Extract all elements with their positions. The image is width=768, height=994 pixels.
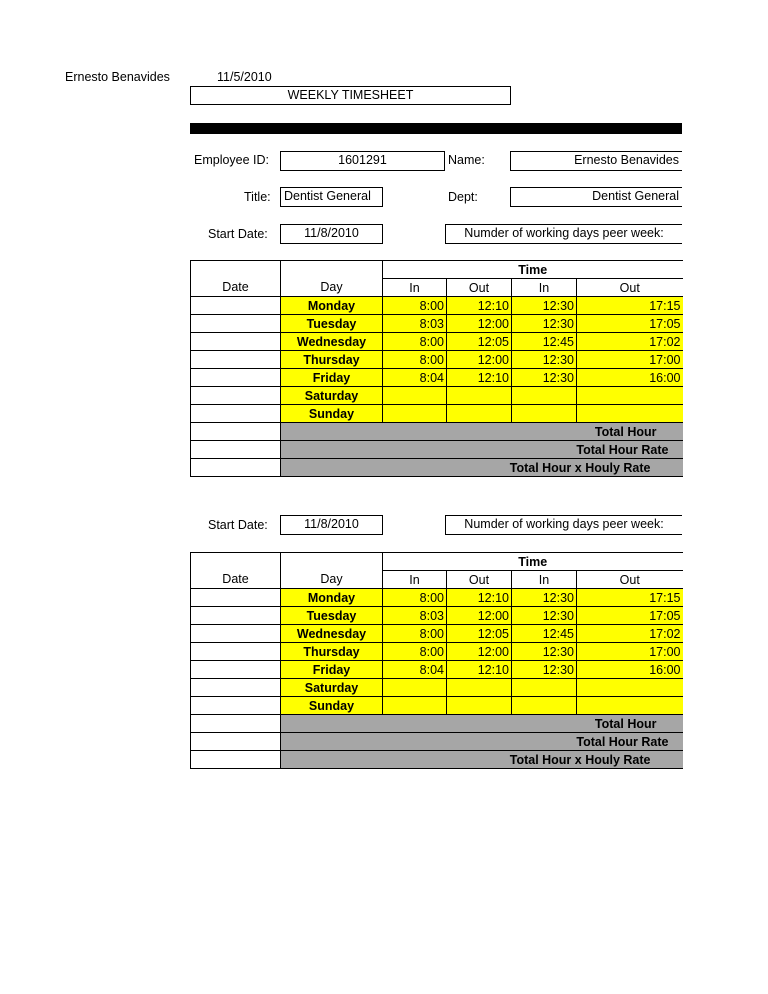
total-hour-label: Total Hour [281, 715, 683, 733]
time-out-cell[interactable]: 17:02 [577, 625, 683, 643]
table-row [191, 607, 683, 625]
timesheet-table-2 [190, 552, 683, 769]
time-out-cell[interactable] [447, 405, 512, 423]
table-row [191, 697, 683, 715]
time-in-cell[interactable] [383, 405, 447, 423]
name-field[interactable]: Ernesto Benavides [510, 151, 682, 171]
time-in-cell[interactable]: 12:45 [512, 333, 577, 351]
time-in-cell[interactable] [512, 387, 577, 405]
time-in-cell[interactable]: 12:45 [512, 625, 577, 643]
time-out-cell[interactable]: 12:05 [447, 333, 512, 351]
employee-id-field[interactable]: 1601291 [280, 151, 445, 171]
date-cell[interactable] [191, 369, 281, 387]
table-row [191, 333, 683, 351]
time-out-cell[interactable]: 12:10 [447, 589, 512, 607]
time-out-cell[interactable] [577, 387, 683, 405]
time-in-cell[interactable]: 12:30 [512, 643, 577, 661]
time-in-cell[interactable] [512, 679, 577, 697]
time-in-cell[interactable]: 12:30 [512, 351, 577, 369]
in-header: In [383, 279, 447, 297]
time-in-cell[interactable]: 8:00 [383, 297, 447, 315]
total-row [191, 441, 683, 459]
time-in-cell[interactable]: 8:03 [383, 607, 447, 625]
working-days-field[interactable]: Numder of working days peer week: [445, 515, 682, 535]
time-out-cell[interactable]: 12:00 [447, 643, 512, 661]
day-header: Day [281, 279, 383, 297]
total-row [191, 715, 683, 733]
date-cell[interactable] [191, 679, 281, 697]
table-row [191, 643, 683, 661]
time-in-cell[interactable]: 12:30 [512, 661, 577, 679]
time-out-cell[interactable]: 16:00 [577, 661, 683, 679]
start-date-field[interactable]: 11/8/2010 [280, 224, 383, 244]
date-cell[interactable] [191, 297, 281, 315]
total-hour-x-rate-label: Total Hour x Houly Rate [281, 459, 683, 477]
time-out-cell[interactable]: 12:10 [447, 661, 512, 679]
time-in-cell[interactable] [383, 697, 447, 715]
day-cell: Friday [281, 369, 383, 387]
in-header: In [512, 571, 577, 589]
day-cell: Sunday [281, 697, 383, 715]
day-cell: Tuesday [281, 607, 383, 625]
date-cell[interactable] [191, 589, 281, 607]
date-cell[interactable] [191, 625, 281, 643]
in-header: In [512, 279, 577, 297]
time-out-cell[interactable] [447, 679, 512, 697]
day-cell: Thursday [281, 351, 383, 369]
day-cell: Saturday [281, 387, 383, 405]
day-header: Day [281, 571, 383, 589]
time-out-cell[interactable]: 16:00 [577, 369, 683, 387]
total-hour-rate-label: Total Hour Rate [281, 441, 683, 459]
day-header-top [281, 261, 383, 279]
date-cell [191, 423, 281, 441]
date-cell[interactable] [191, 315, 281, 333]
date-cell [191, 751, 281, 769]
table-row [191, 661, 683, 679]
date-header-top [191, 553, 281, 571]
time-out-cell[interactable] [447, 387, 512, 405]
dept-label: Dept: [448, 190, 478, 204]
total-hour-label: Total Hour [281, 423, 683, 441]
time-in-cell[interactable]: 12:30 [512, 589, 577, 607]
header-date: 11/5/2010 [217, 70, 272, 84]
dept-field[interactable]: Dentist General [510, 187, 682, 207]
time-in-cell[interactable] [512, 405, 577, 423]
table-row [191, 589, 683, 607]
table-row [191, 405, 683, 423]
time-in-cell[interactable]: 8:00 [383, 351, 447, 369]
time-out-cell[interactable] [447, 697, 512, 715]
employee-name-header: Ernesto Benavides [65, 70, 170, 84]
time-in-cell[interactable]: 8:04 [383, 369, 447, 387]
time-out-cell[interactable] [577, 697, 683, 715]
start-date-field[interactable]: 11/8/2010 [280, 515, 383, 535]
time-in-cell[interactable] [383, 679, 447, 697]
out-header: Out [447, 279, 512, 297]
day-cell: Monday [281, 589, 383, 607]
working-days-field[interactable]: Numder of working days peer week: [445, 224, 682, 244]
date-cell [191, 733, 281, 751]
table-row [191, 369, 683, 387]
time-out-cell[interactable]: 17:05 [577, 607, 683, 625]
date-cell[interactable] [191, 333, 281, 351]
date-header: Date [191, 279, 281, 297]
out-header: Out [577, 279, 683, 297]
time-in-cell[interactable]: 8:00 [383, 333, 447, 351]
title-field[interactable]: Dentist General [280, 187, 383, 207]
time-out-cell[interactable] [577, 405, 683, 423]
timesheet-title: WEEKLY TIMESHEET [190, 86, 511, 105]
total-hour-x-rate-label: Total Hour x Houly Rate [281, 751, 683, 769]
time-in-cell[interactable]: 8:03 [383, 315, 447, 333]
employee-id-label: Employee ID: [194, 153, 270, 167]
total-row [191, 459, 683, 477]
time-in-cell[interactable]: 12:30 [512, 315, 577, 333]
table-row [191, 679, 683, 697]
time-out-cell[interactable]: 12:00 [447, 607, 512, 625]
day-cell: Saturday [281, 679, 383, 697]
out-header: Out [447, 571, 512, 589]
time-header: Time [383, 261, 683, 279]
table-row [191, 387, 683, 405]
total-row [191, 751, 683, 769]
start-date-label: Start Date: [208, 227, 268, 241]
table-row [191, 315, 683, 333]
day-cell: Thursday [281, 643, 383, 661]
time-out-cell[interactable]: 17:05 [577, 315, 683, 333]
date-cell [191, 459, 281, 477]
time-in-cell[interactable]: 12:30 [512, 369, 577, 387]
timesheet-table-1 [190, 260, 683, 477]
total-row [191, 733, 683, 751]
total-row [191, 423, 683, 441]
time-out-cell[interactable]: 12:10 [447, 369, 512, 387]
time-out-cell[interactable]: 17:00 [577, 351, 683, 369]
date-cell[interactable] [191, 387, 281, 405]
time-out-cell[interactable]: 17:15 [577, 589, 683, 607]
date-cell[interactable] [191, 607, 281, 625]
time-out-cell[interactable]: 17:02 [577, 333, 683, 351]
time-in-cell[interactable] [383, 387, 447, 405]
time-out-cell[interactable]: 17:00 [577, 643, 683, 661]
time-in-cell[interactable]: 8:00 [383, 625, 447, 643]
time-header: Time [383, 553, 683, 571]
total-hour-rate-label: Total Hour Rate [281, 733, 683, 751]
time-out-cell[interactable]: 12:00 [447, 315, 512, 333]
day-cell: Wednesday [281, 333, 383, 351]
time-out-cell[interactable]: 12:00 [447, 351, 512, 369]
time-in-cell[interactable]: 8:00 [383, 643, 447, 661]
date-cell[interactable] [191, 661, 281, 679]
time-in-cell[interactable]: 8:00 [383, 589, 447, 607]
table-row [191, 297, 683, 315]
header-divider-bar [190, 123, 682, 134]
title-label: Title: [244, 190, 271, 204]
day-header-top [281, 553, 383, 571]
time-out-cell[interactable] [577, 679, 683, 697]
table-row [191, 351, 683, 369]
day-cell: Sunday [281, 405, 383, 423]
date-cell [191, 715, 281, 733]
day-cell: Monday [281, 297, 383, 315]
time-out-cell[interactable]: 12:05 [447, 625, 512, 643]
date-cell[interactable] [191, 351, 281, 369]
in-header: In [383, 571, 447, 589]
time-in-cell[interactable]: 8:04 [383, 661, 447, 679]
day-cell: Tuesday [281, 315, 383, 333]
time-in-cell[interactable]: 12:30 [512, 607, 577, 625]
start-date-label: Start Date: [208, 518, 268, 532]
time-in-cell[interactable] [512, 697, 577, 715]
time-out-cell[interactable]: 12:10 [447, 297, 512, 315]
date-header: Date [191, 571, 281, 589]
date-header-top [191, 261, 281, 279]
table-row [191, 625, 683, 643]
out-header: Out [577, 571, 683, 589]
day-cell: Wednesday [281, 625, 383, 643]
name-label: Name: [448, 153, 485, 167]
date-cell[interactable] [191, 697, 281, 715]
date-cell[interactable] [191, 643, 281, 661]
date-cell [191, 441, 281, 459]
time-out-cell[interactable]: 17:15 [577, 297, 683, 315]
day-cell: Friday [281, 661, 383, 679]
time-in-cell[interactable]: 12:30 [512, 297, 577, 315]
date-cell[interactable] [191, 405, 281, 423]
